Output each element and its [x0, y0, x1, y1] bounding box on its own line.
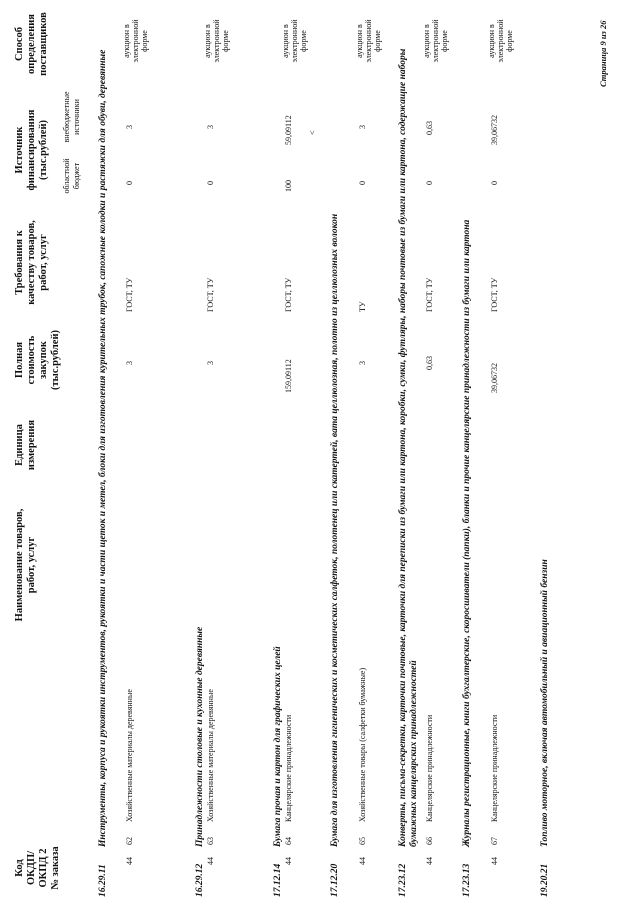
row-extra: 59,09112 — [284, 115, 293, 145]
row-extra: 0,63 — [425, 121, 434, 135]
row-regional: 100 — [284, 180, 293, 192]
section-title: Журналы регистрационные, книги бухгалтерские, скоросшиватели (папки), бланки и прочие канцелярские принадлежности из бумаги или картона — [462, 219, 472, 847]
row-number: 44 — [358, 857, 367, 865]
row-name: Канцелярские принадлежности — [284, 714, 293, 822]
section-code: 16.29.12 — [195, 863, 205, 897]
row-name: Канцелярские принадлежности — [490, 714, 499, 822]
section-code: 17.12.20 — [330, 863, 340, 897]
section-title: Инструменты, корпуса и рукоятки инструментов, рукоятки и части щеток и метел, блоки для изготовления курительных трубок, сапожные колодки и растяжки для обуви, деревянные — [98, 49, 108, 847]
row-cost: 39,06732 — [490, 363, 499, 393]
row-cost: 159,09112 — [284, 359, 293, 393]
row-method: аукцион в электронной форме — [281, 19, 308, 63]
row-extra: 39,06732 — [490, 115, 499, 145]
row-method: аукцион в электронной форме — [203, 19, 230, 63]
section-title: Конверты, письма-секретки, карточки почтовые, карточки для переписки из бумаги или картона, коробки, сумки, футляры, наборы почтовые из бумаги или картона, содержащие наборы бумажных канцелярских принадлежностей — [398, 48, 419, 847]
section-title: Бумага прочая и картон для графических целей — [273, 646, 283, 847]
section-code: 16.29.11 — [98, 864, 108, 897]
row-number: 44 — [425, 857, 434, 865]
row-extra: 3 — [206, 125, 215, 129]
row-requirements: ГОСТ, ТУ — [490, 277, 499, 312]
header-source-regional: областной бюджет — [62, 158, 81, 194]
row-regional: 0 — [490, 181, 499, 185]
header-method: Способ определения поставщиков — [14, 12, 49, 76]
row-number: 44 — [206, 857, 215, 865]
row-number: 44 — [284, 857, 293, 865]
header-requirements: Требования к качеству товаров, работ, услуг — [14, 220, 49, 305]
header-code: Код ОКДП/ ОКПД 2 № заказа — [14, 846, 61, 890]
row-order: 63 — [206, 837, 215, 845]
header-source-extra: внебюджетные источники — [62, 91, 81, 143]
page-number: Страница 9 из 26 — [598, 20, 608, 87]
row-regional: 0 — [206, 181, 215, 185]
row-cost: 3 — [125, 361, 134, 365]
section-code: 17.12.14 — [273, 863, 283, 897]
header-cost: Полная стоимость закупок (тыс.рублей) — [14, 329, 61, 391]
row-order: 66 — [425, 837, 434, 845]
header-name: Наименование товаров, работ, услуг — [14, 508, 37, 622]
row-order: 62 — [125, 837, 134, 845]
row-order: 64 — [284, 837, 293, 845]
row-method: аукцион в электронной форме — [422, 19, 449, 63]
row-regional: 0 — [358, 181, 367, 185]
row-order: 65 — [358, 837, 367, 845]
section-code: 17.23.13 — [462, 863, 472, 897]
row-extra: 3 — [358, 125, 367, 129]
row-name: Канцелярские принадлежности — [425, 714, 434, 822]
section-title: Бумага для изготовления гигиенических и косметических салфеток, полотенец или скатертей, вата целлюлозная, полотно из целлюлозных волокон — [330, 213, 340, 847]
section-title: Принадлежности столовые и кухонные деревянные — [195, 626, 205, 847]
section-code: 17.23.12 — [398, 863, 408, 897]
section-title: Топливо моторное, включая автомобильный и авиационный бензин — [540, 559, 550, 847]
row-method: аукцион в электронной форме — [122, 19, 149, 63]
header-unit: Единица измерения — [14, 419, 37, 471]
stray-mark: < — [308, 130, 317, 135]
row-requirements: ГОСТ, ТУ — [125, 277, 134, 312]
row-order: 67 — [490, 837, 499, 845]
row-cost: 3 — [358, 361, 367, 365]
row-requirements: ТУ — [358, 301, 367, 312]
row-regional: 0 — [425, 181, 434, 185]
row-cost: 0,63 — [425, 356, 434, 370]
row-name: Хозяйственные материалы деревянные — [206, 689, 215, 822]
row-number: 44 — [490, 857, 499, 865]
row-number: 44 — [125, 857, 134, 865]
row-regional: 0 — [125, 181, 134, 185]
row-requirements: ГОСТ, ТУ — [425, 277, 434, 312]
row-cost: 3 — [206, 361, 215, 365]
row-requirements: ГОСТ, ТУ — [284, 277, 293, 312]
header-source: Источник финансирования (тыс.рублей) — [14, 109, 49, 191]
row-name: Хозяйственные товары (салфетки бумажные) — [358, 667, 367, 822]
row-name: Хозяйственные материалы деревянные — [125, 689, 134, 822]
section-code: 19.20.21 — [540, 863, 550, 897]
row-extra: 3 — [125, 125, 134, 129]
row-requirements: ГОСТ, ТУ — [206, 277, 215, 312]
row-method: аукцион в электронной форме — [487, 19, 514, 63]
row-method: аукцион в электронной форме — [355, 19, 382, 63]
